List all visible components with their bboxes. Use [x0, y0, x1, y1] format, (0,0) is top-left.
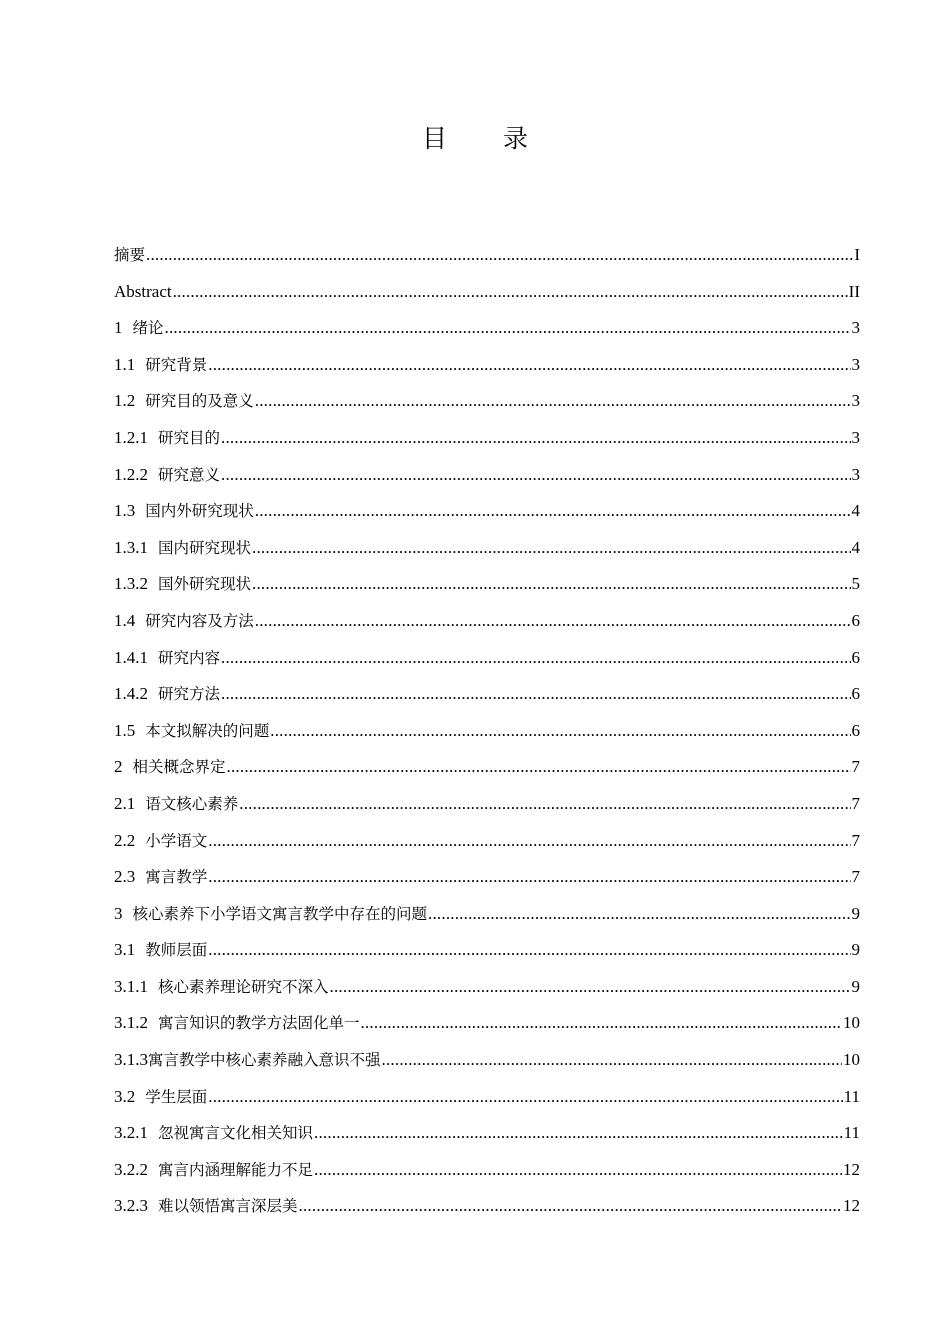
toc-dot-leader — [173, 274, 848, 311]
toc-entry-number: 3.2.1 — [114, 1123, 148, 1143]
toc-entry-title: 研究内容 — [158, 648, 221, 667]
toc-entry-page: 7 — [851, 793, 860, 813]
toc-entry[interactable] — [114, 1188, 860, 1225]
toc-entry-title: 寓言知识的教学方法固化单一 — [158, 1014, 360, 1033]
toc-entry-title: 研究内容及方法 — [145, 611, 254, 630]
toc-dot-leader — [255, 383, 851, 420]
toc-entry-title: 研究目的 — [158, 428, 221, 447]
toc-dot-leader — [314, 1115, 843, 1152]
toc-entry-title: 国内外研究现状 — [145, 502, 254, 521]
toc-entry[interactable] — [114, 1115, 860, 1152]
toc-entry[interactable] — [114, 823, 860, 860]
toc-entry-title: 教师层面 — [145, 941, 208, 960]
toc-entry[interactable] — [114, 493, 860, 530]
toc-entry-title: 绪论 — [132, 319, 164, 338]
toc-entry-number: 1.1 — [114, 354, 136, 374]
toc-dot-leader — [146, 237, 853, 274]
toc-dot-leader — [330, 969, 851, 1006]
toc-dot-leader — [255, 493, 851, 530]
toc-entry-number: 1.4 — [114, 610, 136, 630]
toc-entry[interactable] — [114, 603, 860, 640]
toc-entry-page: 4 — [851, 537, 860, 557]
toc-entry-page: 12 — [843, 1196, 860, 1216]
toc-entry-number: 1.3.1 — [114, 537, 148, 557]
toc-entry[interactable] — [114, 786, 860, 823]
table-of-contents — [114, 237, 860, 1225]
toc-entry-number: 2 — [114, 757, 123, 777]
toc-entry-title: Abstract — [114, 281, 172, 301]
toc-dot-leader — [208, 932, 850, 969]
toc-entry-page: 11 — [843, 1123, 860, 1143]
toc-entry[interactable] — [114, 969, 860, 1006]
toc-entry[interactable] — [114, 932, 860, 969]
toc-entry-number: 1.2.2 — [114, 464, 148, 484]
toc-entry-page: 9 — [851, 976, 860, 996]
toc-entry[interactable] — [114, 1042, 860, 1079]
toc-entry[interactable] — [114, 310, 860, 347]
toc-entry-title: 研究意义 — [158, 465, 221, 484]
toc-entry-page: 10 — [843, 1013, 860, 1033]
toc-entry[interactable] — [114, 383, 860, 420]
toc-dot-leader — [428, 896, 850, 933]
toc-dot-leader — [208, 823, 850, 860]
toc-dot-leader — [252, 530, 850, 567]
toc-entry[interactable] — [114, 859, 860, 896]
toc-entry-page: 6 — [851, 684, 860, 704]
toc-entry[interactable] — [114, 1152, 860, 1189]
toc-entry-number: 3.1.1 — [114, 976, 148, 996]
toc-entry-title: 摘要 — [114, 246, 146, 264]
toc-dot-leader — [270, 713, 850, 750]
toc-entry[interactable] — [114, 896, 860, 933]
toc-entry-title: 核心素养下小学语文寓言教学中存在的问题 — [132, 904, 428, 923]
toc-dot-leader — [239, 786, 850, 823]
toc-entry-number: 1.2 — [114, 391, 136, 411]
toc-dot-leader — [299, 1188, 842, 1225]
toc-entry-title: 国外研究现状 — [158, 575, 252, 594]
toc-entry[interactable] — [114, 237, 860, 274]
toc-entry[interactable] — [114, 420, 860, 457]
toc-entry-page: 11 — [843, 1086, 860, 1106]
toc-dot-leader — [227, 749, 851, 786]
toc-entry[interactable] — [114, 1079, 860, 1116]
toc-entry-page: 6 — [851, 647, 860, 667]
toc-entry-title: 寓言内涵理解能力不足 — [158, 1160, 314, 1179]
toc-entry-number: 1.5 — [114, 720, 136, 740]
toc-entry-number: 1.3 — [114, 501, 136, 521]
toc-entry-page: 3 — [851, 391, 860, 411]
toc-entry-page: 7 — [851, 757, 860, 777]
toc-entry[interactable] — [114, 347, 860, 384]
toc-entry-page: 12 — [843, 1159, 860, 1179]
toc-entry-title: 核心素养理论研究不深入 — [158, 977, 329, 996]
toc-entry[interactable] — [114, 457, 860, 494]
toc-entry-number: 2.3 — [114, 867, 136, 887]
toc-entry-number: 2.2 — [114, 830, 136, 850]
toc-entry[interactable] — [114, 566, 860, 603]
toc-entry[interactable] — [114, 1005, 860, 1042]
toc-entry-title: 本文拟解决的问题 — [145, 721, 270, 740]
toc-entry[interactable] — [114, 749, 860, 786]
toc-dot-leader — [208, 347, 850, 384]
toc-dot-leader — [314, 1152, 842, 1189]
toc-entry-page: 6 — [851, 610, 860, 630]
toc-entry-title: 寓言教学中核心素养融入意识不强 — [148, 1051, 381, 1070]
toc-entry-title: 研究背景 — [145, 355, 208, 374]
toc-entry-number: 3.1.3 — [114, 1050, 148, 1070]
toc-entry-title: 相关概念界定 — [132, 758, 226, 777]
toc-entry-page: 9 — [851, 903, 860, 923]
toc-entry-page: 5 — [851, 574, 860, 594]
toc-dot-leader — [382, 1042, 842, 1079]
toc-entry-number: 3.1 — [114, 940, 136, 960]
toc-entry-page: 3 — [851, 427, 860, 447]
toc-entry-title: 研究目的及意义 — [145, 392, 254, 411]
toc-entry-page: II — [848, 281, 860, 301]
toc-dot-leader — [361, 1005, 842, 1042]
toc-entry-title: 难以领悟寓言深层美 — [158, 1197, 298, 1216]
toc-entry-title: 忽视寓言文化相关知识 — [158, 1124, 314, 1143]
toc-entry-title: 小学语文 — [145, 831, 208, 850]
toc-entry-number: 3.2 — [114, 1086, 136, 1106]
toc-entry-number: 3.2.2 — [114, 1159, 148, 1179]
toc-dot-leader — [208, 1079, 842, 1116]
toc-entry-title: 语文核心素养 — [145, 794, 239, 813]
toc-entry-page: 7 — [851, 867, 860, 887]
toc-dot-leader — [165, 310, 851, 347]
toc-entry-number: 3.2.3 — [114, 1196, 148, 1216]
toc-entry-title: 寓言教学 — [145, 868, 208, 887]
toc-entry[interactable] — [114, 676, 860, 713]
toc-entry-title: 研究方法 — [158, 685, 221, 704]
toc-entry-number: 1.2.1 — [114, 427, 148, 447]
toc-entry-title: 国内研究现状 — [158, 538, 252, 557]
toc-entry-page: 7 — [851, 830, 860, 850]
toc-dot-leader — [208, 859, 850, 896]
toc-entry-number: 3 — [114, 903, 123, 923]
toc-entry-number: 3.1.2 — [114, 1013, 148, 1033]
toc-entry-page: 3 — [851, 318, 860, 338]
toc-entry-number: 1.3.2 — [114, 574, 148, 594]
toc-entry[interactable] — [114, 713, 860, 750]
toc-entry-page: 9 — [851, 940, 860, 960]
toc-entry-title: 学生层面 — [145, 1087, 208, 1106]
toc-entry-page: 4 — [851, 501, 860, 521]
toc-entry-page: 6 — [851, 720, 860, 740]
page-title: 目 录 — [422, 124, 552, 153]
toc-entry-number: 2.1 — [114, 793, 136, 813]
toc-entry-page: 3 — [851, 354, 860, 374]
toc-entry-page: 3 — [851, 464, 860, 484]
toc-entry-number: 1.4.1 — [114, 647, 148, 667]
toc-entry-number: 1 — [114, 318, 123, 338]
toc-entry[interactable] — [114, 530, 860, 567]
toc-entry-page: 10 — [843, 1050, 860, 1070]
toc-dot-leader — [252, 566, 850, 603]
toc-dot-leader — [221, 457, 850, 494]
toc-dot-leader — [221, 676, 850, 713]
toc-entry[interactable] — [114, 640, 860, 677]
toc-dot-leader — [221, 640, 850, 677]
toc-entry-number: 1.4.2 — [114, 684, 148, 704]
toc-entry-page: I — [854, 245, 860, 264]
toc-dot-leader — [221, 420, 850, 457]
toc-entry[interactable] — [114, 274, 860, 311]
toc-dot-leader — [255, 603, 851, 640]
